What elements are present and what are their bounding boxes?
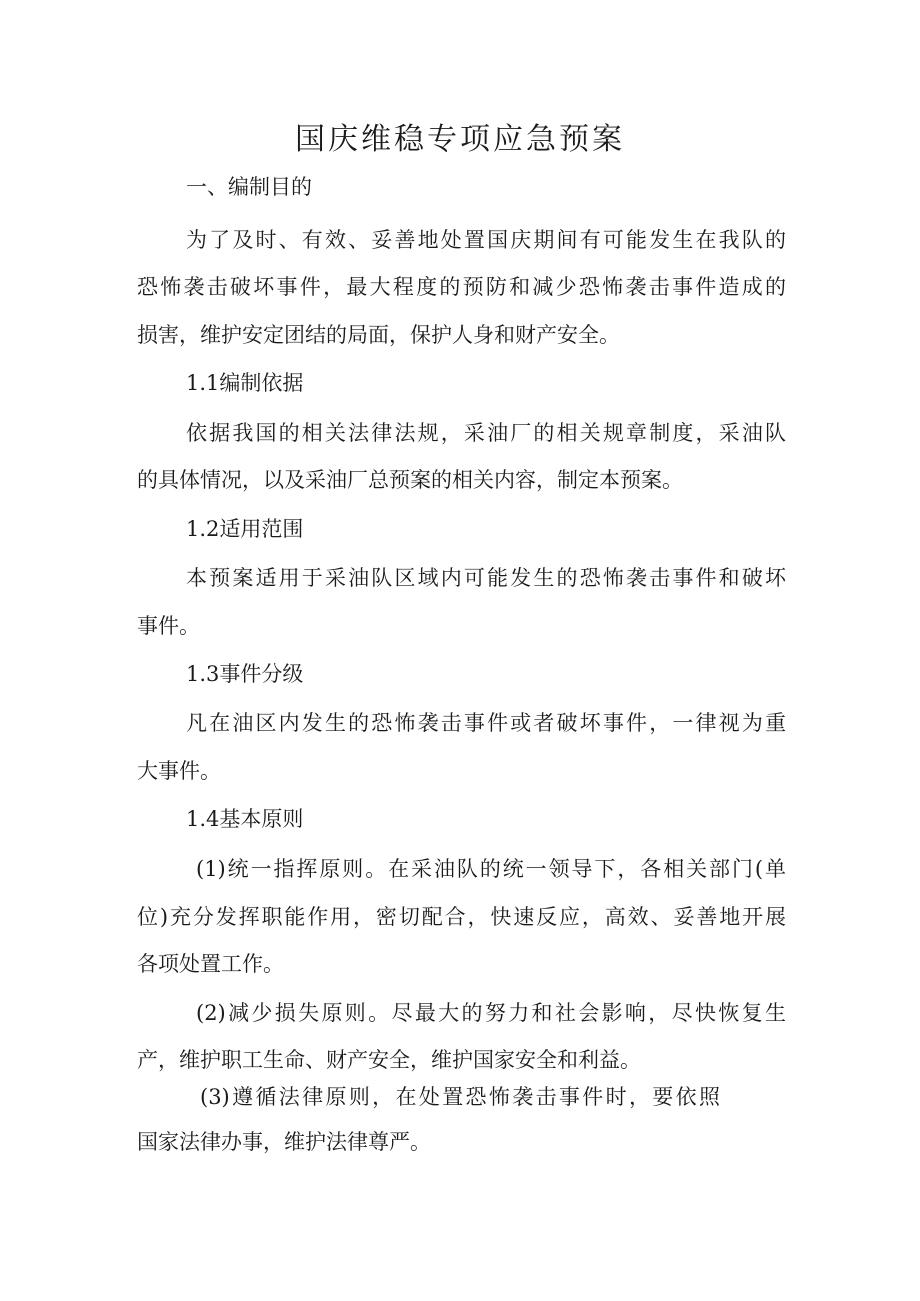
paragraph-line: 依据我国的相关法律法规，采油厂的相关规章制度，采油队 xyxy=(186,421,786,445)
paragraph-line: 大事件。 xyxy=(137,759,221,783)
paragraph-line: (2)减少损失原则。尽最大的努力和社会影响，尽快恢复生 xyxy=(196,1001,786,1025)
paragraph-line: 为了及时、有效、妥善地处置国庆期间有可能发生在我队的 xyxy=(186,228,786,252)
paragraph-line: 国家法律办事，维护法律尊严。 xyxy=(137,1130,431,1154)
heading-classification: 1.3事件分级 xyxy=(186,662,304,686)
paragraph-line: 本预案适用于采油队区域内可能发生的恐怖袭击事件和破坏 xyxy=(186,566,786,590)
paragraph-line: (1)统一指挥原则。在采油队的统一领导下，各相关部门(单 xyxy=(196,857,786,881)
paragraph-line: (3)遵循法律原则，在处置恐怖袭击事件时，要依照 xyxy=(200,1085,720,1109)
paragraph-line: 位)充分发挥职能作用，密切配合，快速反应，高效、妥善地开展 xyxy=(137,905,786,929)
heading-basis: 1.1编制依据 xyxy=(186,371,304,395)
heading-purpose: 一、编制目的 xyxy=(186,175,312,199)
heading-scope: 1.2适用范围 xyxy=(186,517,304,541)
paragraph-line: 产，维护职工生命、财产安全，维护国家安全和利益。 xyxy=(137,1048,641,1072)
paragraph-line: 损害，维护安定团结的局面，保护人身和财产安全。 xyxy=(137,323,620,347)
paragraph-line: 各项处置工作。 xyxy=(137,952,284,976)
paragraph-line: 恐怖袭击破坏事件，最大程度的预防和减少恐怖袭击事件造成的 xyxy=(137,275,786,299)
document-title: 国庆维稳专项应急预案 xyxy=(295,122,625,157)
paragraph-line: 事件。 xyxy=(137,614,200,638)
paragraph-line: 的具体情况，以及采油厂总预案的相关内容，制定本预案。 xyxy=(137,468,683,492)
heading-principles: 1.4基本原则 xyxy=(186,807,304,831)
paragraph-line: 凡在油区内发生的恐怖袭击事件或者破坏事件，一律视为重 xyxy=(186,711,786,735)
